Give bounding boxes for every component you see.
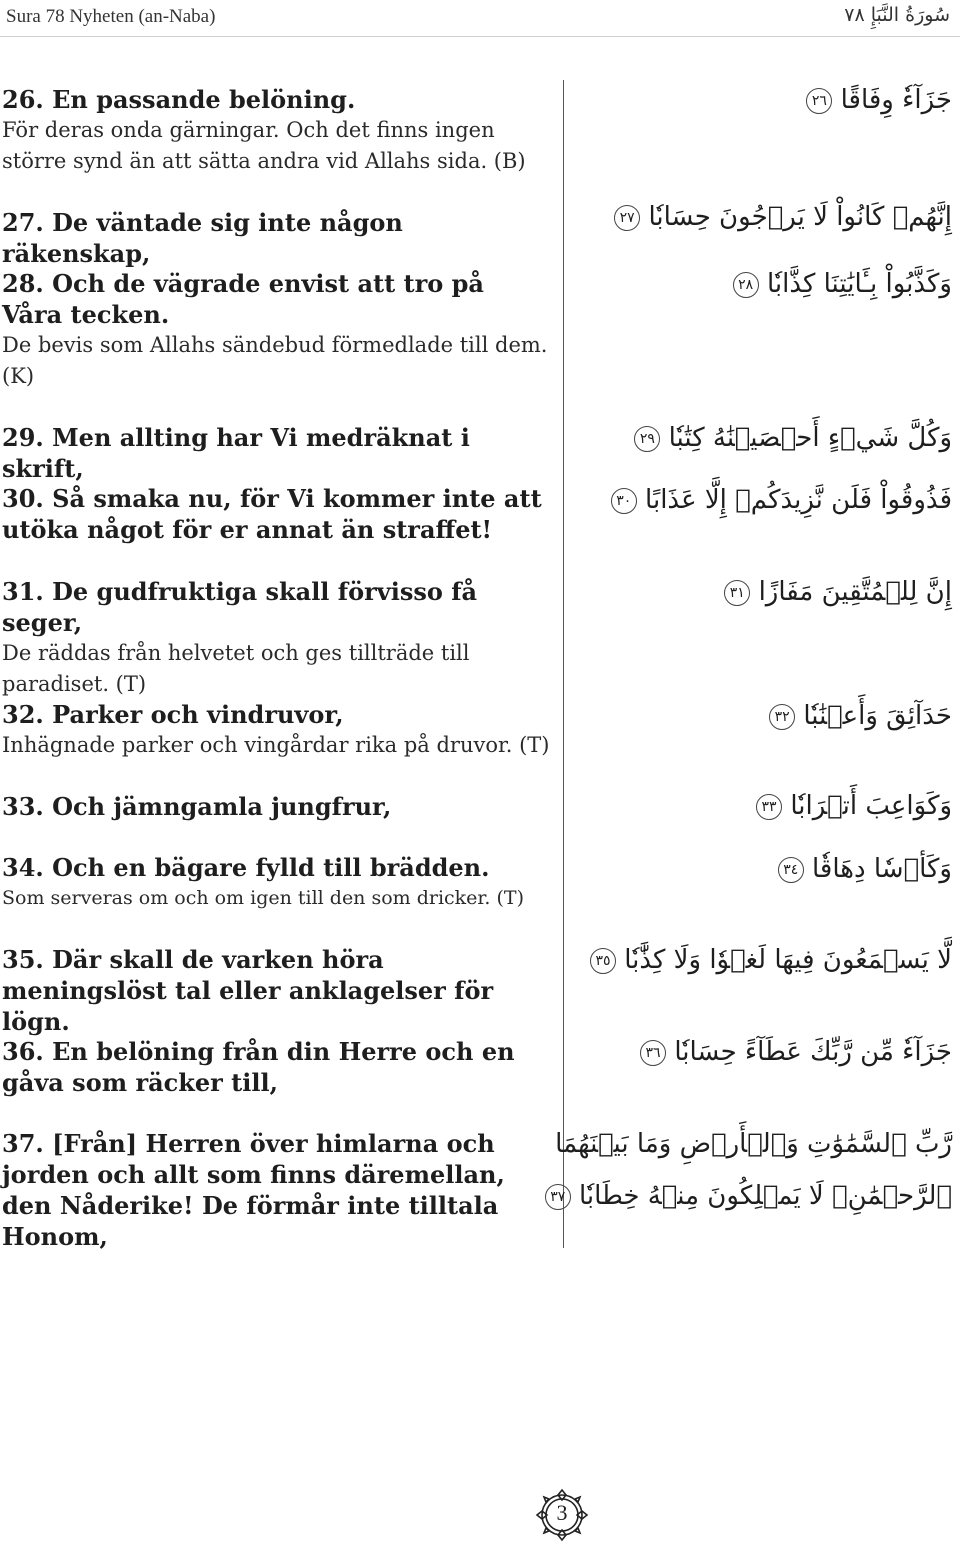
verse-heading: 26. En passande belöning. xyxy=(2,85,356,114)
arabic-verse-36 xyxy=(567,1026,952,1078)
swedish-verse-26 xyxy=(2,84,552,177)
verse-heading: 28. Och de vägrade envist att tro på Våra tecken. xyxy=(2,269,484,329)
arabic-verse-27 xyxy=(567,191,952,243)
arabic-verse-31 xyxy=(567,566,952,618)
arabic-verse-35 xyxy=(567,934,952,986)
verse-note: Inhägnade parker och vingårdar rika på druvor. (T) xyxy=(2,733,550,757)
verse-number-marker: ٣١ xyxy=(724,580,750,606)
verse-heading: 30. Så smaka nu, för Vi kommer inte att utöka något för er annat än straffet! xyxy=(2,484,542,544)
arabic-verse-29 xyxy=(567,412,952,464)
verse-number-marker: ٣٢ xyxy=(769,704,795,730)
verse-heading: 27. De väntade sig inte någon räkenskap, xyxy=(2,208,403,268)
arabic-text: جَزَآءٗ مِّن رَّبِّكَ عَطَآءً حِسَابٗا xyxy=(674,1037,952,1067)
arabic-text: إِنَّهُمۡ كَانُواْ لَا يَرۡجُونَ حِسَابٗا xyxy=(648,202,952,232)
verse-heading: 34. Och en bägare fylld till brädden. xyxy=(2,853,490,882)
swedish-verse-30 xyxy=(2,483,552,545)
arabic-text: فَذُوقُواْ فَلَن نَّزِيدَكُمۡ إِلَّا عَذَابًا xyxy=(645,485,952,515)
arabic-text: وَكُلَّ شَيۡءٍ أَحۡصَيۡنَٰهُ كِتَٰبٗا xyxy=(668,423,952,453)
swedish-verse-28 xyxy=(2,268,552,392)
verse-note: De bevis som Allahs sändebud förmedlade till dem. (K) xyxy=(2,333,548,388)
verse-number-marker: ٣٠ xyxy=(611,488,637,514)
arabic-text: حَدَآئِقَ وَأَعۡنَٰبٗا xyxy=(803,701,952,731)
arabic-verse-33 xyxy=(567,780,952,832)
arabic-verse-28 xyxy=(567,258,952,310)
swedish-verse-31 xyxy=(2,576,552,700)
verse-note: Som serveras om och om igen till den som dricker. (T) xyxy=(2,887,524,909)
swedish-verse-33 xyxy=(2,791,552,822)
swedish-verse-34 xyxy=(2,852,552,914)
verse-number-marker: ٢٦ xyxy=(806,88,832,114)
verse-heading: 29. Men allting har Vi medräknat i skrift, xyxy=(2,423,470,483)
verse-number-marker: ٣٥ xyxy=(590,948,616,974)
verse-heading: 31. De gudfruktiga skall förvisso få seger, xyxy=(2,577,478,637)
verse-number-marker: ٣٣ xyxy=(756,794,782,820)
verse-number-marker: ٢٧ xyxy=(614,205,640,231)
column-divider xyxy=(563,80,564,1248)
swedish-verse-36 xyxy=(2,1036,552,1098)
verse-number-marker: ٣٤ xyxy=(778,857,804,883)
verse-heading: 33. Och jämngamla jungfrur, xyxy=(2,792,392,821)
arabic-verse-30 xyxy=(567,474,952,526)
verse-note: De räddas från helvetet och ges tillträde till paradiset. (T) xyxy=(2,641,470,696)
arabic-text-line-1: رَّبِّ ٱلسَّمَٰوَٰتِ وَٱلۡأَرۡضِ وَمَا بَيۡنَهُمَا xyxy=(555,1129,952,1159)
page-number-ornament xyxy=(533,1486,591,1544)
page-header xyxy=(0,0,960,37)
verse-heading: 36. En belöning från din Herre och en gåva som räcker till, xyxy=(2,1037,515,1097)
verse-heading: 35. Där skall de varken höra meningslöst tal eller anklagelser för lögn. xyxy=(2,945,494,1036)
swedish-verse-29 xyxy=(2,422,552,484)
arabic-verse-26 xyxy=(567,74,952,126)
arabic-text: إِنَّ لِلۡمُتَّقِينَ مَفَازًا xyxy=(758,577,952,607)
verse-heading: 32. Parker och vindruvor, xyxy=(2,700,344,729)
swedish-verse-27 xyxy=(2,207,552,269)
arabic-verse-34 xyxy=(567,843,952,895)
verse-heading: 37. [Från] Herren över himlarna och jorden och allt som finns däremellan, den Nåderike! De förmår inte tilltala Honom, xyxy=(2,1129,505,1251)
verse-number-marker: ٣٧ xyxy=(545,1184,571,1210)
arabic-verse-32 xyxy=(567,690,952,742)
arabic-text: جَزَآءٗ وِفَاقًا xyxy=(840,85,952,115)
verse-number-marker: ٢٨ xyxy=(733,272,759,298)
swedish-verse-37 xyxy=(2,1128,552,1252)
arabic-text-line-2 xyxy=(550,1170,952,1222)
arabic-text: لَّا يَسۡمَعُونَ فِيهَا لَغۡوٗا وَلَا كِذَّٰبٗا xyxy=(624,945,952,975)
arabic-verse-37 xyxy=(550,1118,952,1222)
arabic-text-line-2-text: ٱلرَّحۡمَٰنِۖ لَا يَمۡلِكُونَ مِنۡهُ خِطَابٗا xyxy=(578,1181,952,1211)
verse-number-marker: ٢٩ xyxy=(634,426,660,452)
arabic-text: وَكَأۡسٗا دِهَاقٗا xyxy=(812,854,952,884)
header-sura-title-swedish: Sura 78 Nyheten (an-Naba) xyxy=(6,6,216,27)
verse-number-marker: ٣٦ xyxy=(640,1040,666,1066)
verse-note: För deras onda gärningar. Och det finns ingen större synd än att sätta andra vid Allahs sida. (B) xyxy=(2,118,526,173)
page-number: 3 xyxy=(556,1500,568,1525)
arabic-text: وَكَوَاعِبَ أَتۡرَابٗا xyxy=(790,791,952,821)
swedish-verse-35 xyxy=(2,944,552,1037)
header-sura-title-arabic: سُورَةُ النَّبَإِ ٧٨ xyxy=(844,4,950,26)
swedish-verse-32 xyxy=(2,699,552,761)
arabic-text: وَكَذَّبُواْ بِـَٔايَٰتِنَا كِذَّابٗا xyxy=(766,269,952,299)
